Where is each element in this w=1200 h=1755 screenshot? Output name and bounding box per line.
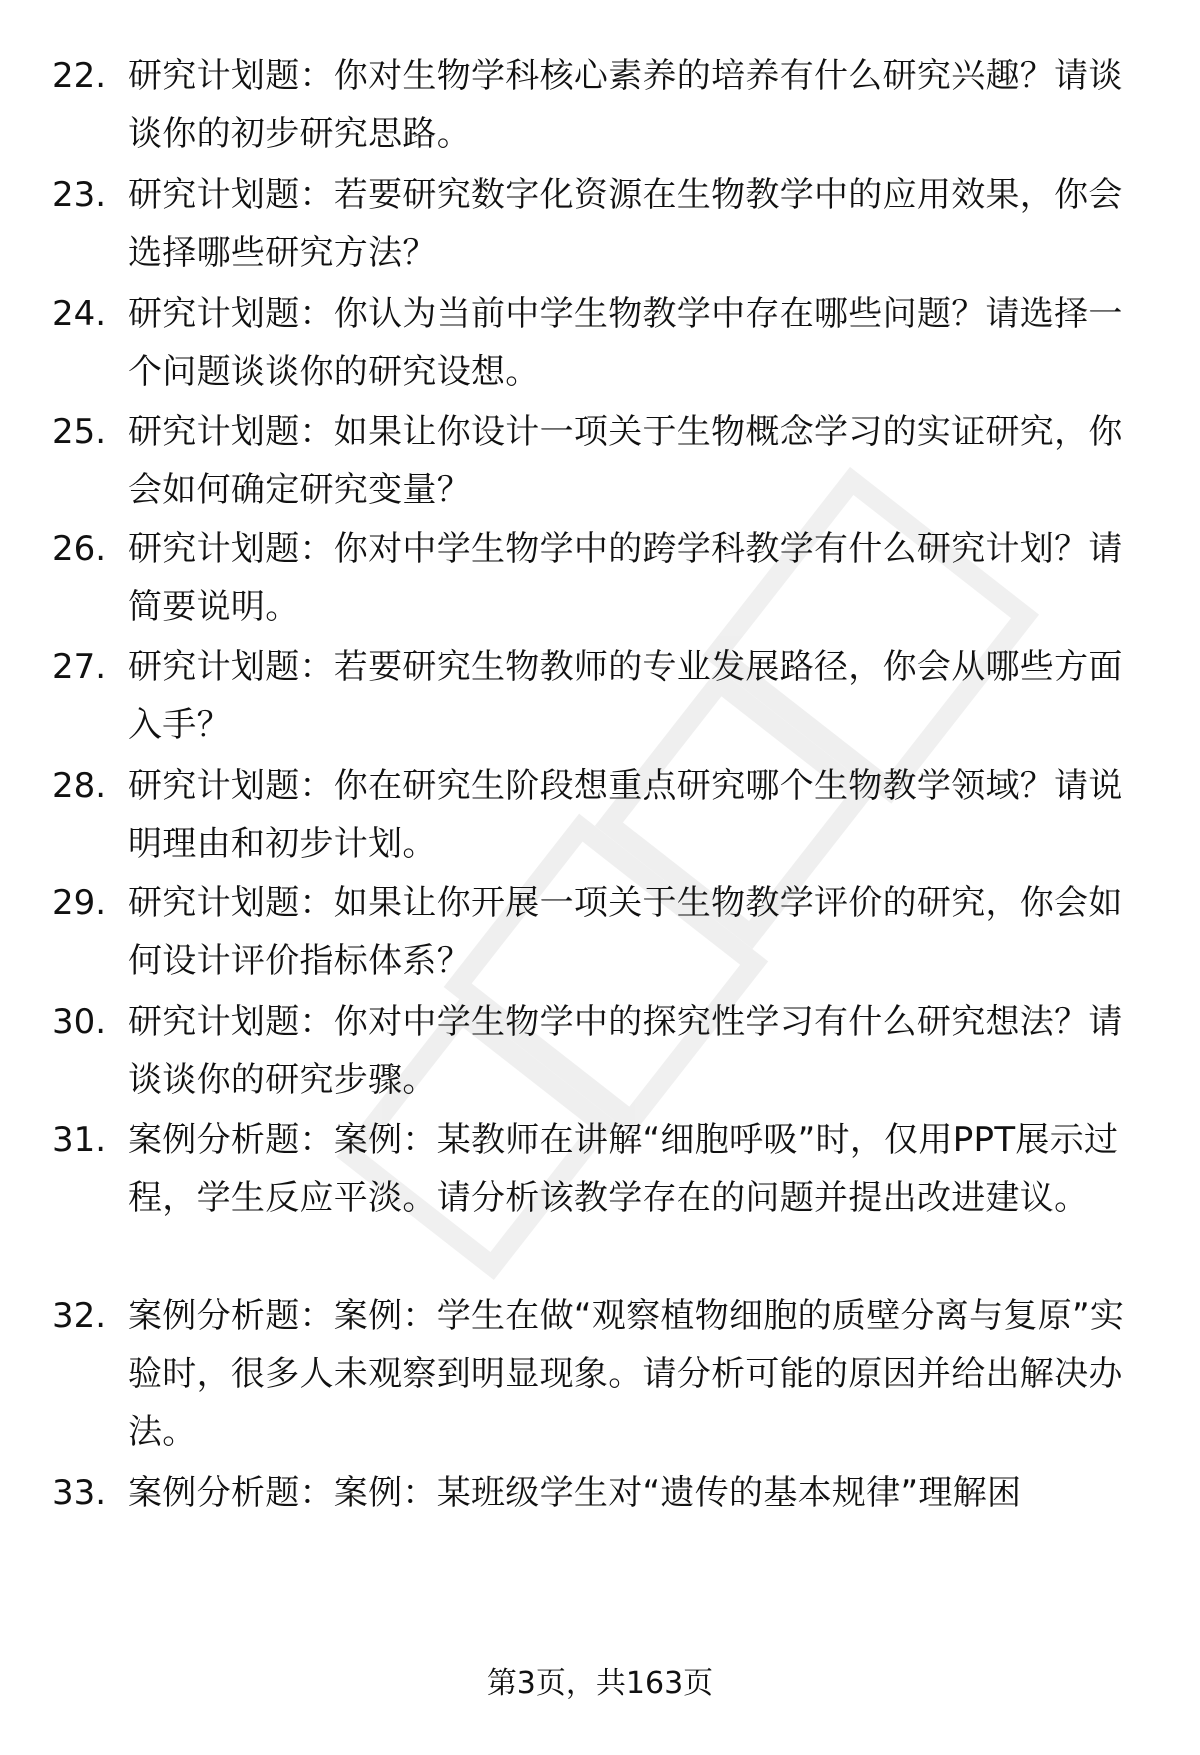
question-number: 33. (52, 1473, 107, 1513)
question-number: 25. (52, 412, 107, 452)
page-number: 第3页，共163页 (486, 1666, 714, 1701)
question-text: 研究计划题：你认为当前中学生物教学中存在哪些问题？请选择一个问题谈谈你的研究设想。 (128, 294, 1123, 392)
question-number: 24. (52, 294, 107, 334)
question-text: 研究计划题：如果让你设计一项关于生物概念学习的实证研究，你会如何确定研究变量？ (128, 412, 1123, 510)
question-text: 研究计划题：若要研究生物教师的专业发展路径，你会从哪些方面入手？ (128, 647, 1123, 745)
question-text: 研究计划题：你在研究生阶段想重点研究哪个生物教学领域？请说明理由和初步计划。 (128, 766, 1123, 864)
question-text: 研究计划题：若要研究数字化资源在生物教学中的应用效果，你会选择哪些研究方法？ (128, 175, 1123, 273)
question-number: 29. (52, 883, 107, 923)
question-number: 31. (52, 1120, 107, 1160)
question-text: 研究计划题：你对生物学科核心素养的培养有什么研究兴趣？请谈谈你的初步研究思路。 (128, 56, 1123, 154)
question-text: 研究计划题：如果让你开展一项关于生物教学评价的研究，你会如何设计评价指标体系？ (128, 883, 1123, 981)
question-number: 32. (52, 1296, 107, 1336)
question-text: 案例分析题：案例：某班级学生对“遗传的基本规律”理解困 (128, 1473, 1022, 1513)
question-text: 研究计划题：你对中学生物学中的跨学科教学有什么研究计划？请简要说明。 (128, 529, 1123, 627)
question-text: 案例分析题：案例：学生在做“观察植物细胞的质壁分离与复原”实验时，很多人未观察到明显现象。请分析可能的原因并给出解决办法。 (128, 1296, 1125, 1452)
question-number: 22. (52, 56, 107, 96)
question-number: 28. (52, 766, 107, 806)
question-number: 27. (52, 647, 107, 687)
question-number: 30. (52, 1002, 107, 1042)
question-number: 23. (52, 175, 107, 215)
question-number: 26. (52, 529, 107, 569)
question-text: 案例分析题：案例：某教师在讲解“细胞呼吸”时，仅用PPT展示过程，学生反应平淡。请分析该教学存在的问题并提出改进建议。 (128, 1120, 1119, 1218)
question-text: 研究计划题：你对中学生物学中的探究性学习有什么研究想法？请谈谈你的研究步骤。 (128, 1002, 1123, 1100)
